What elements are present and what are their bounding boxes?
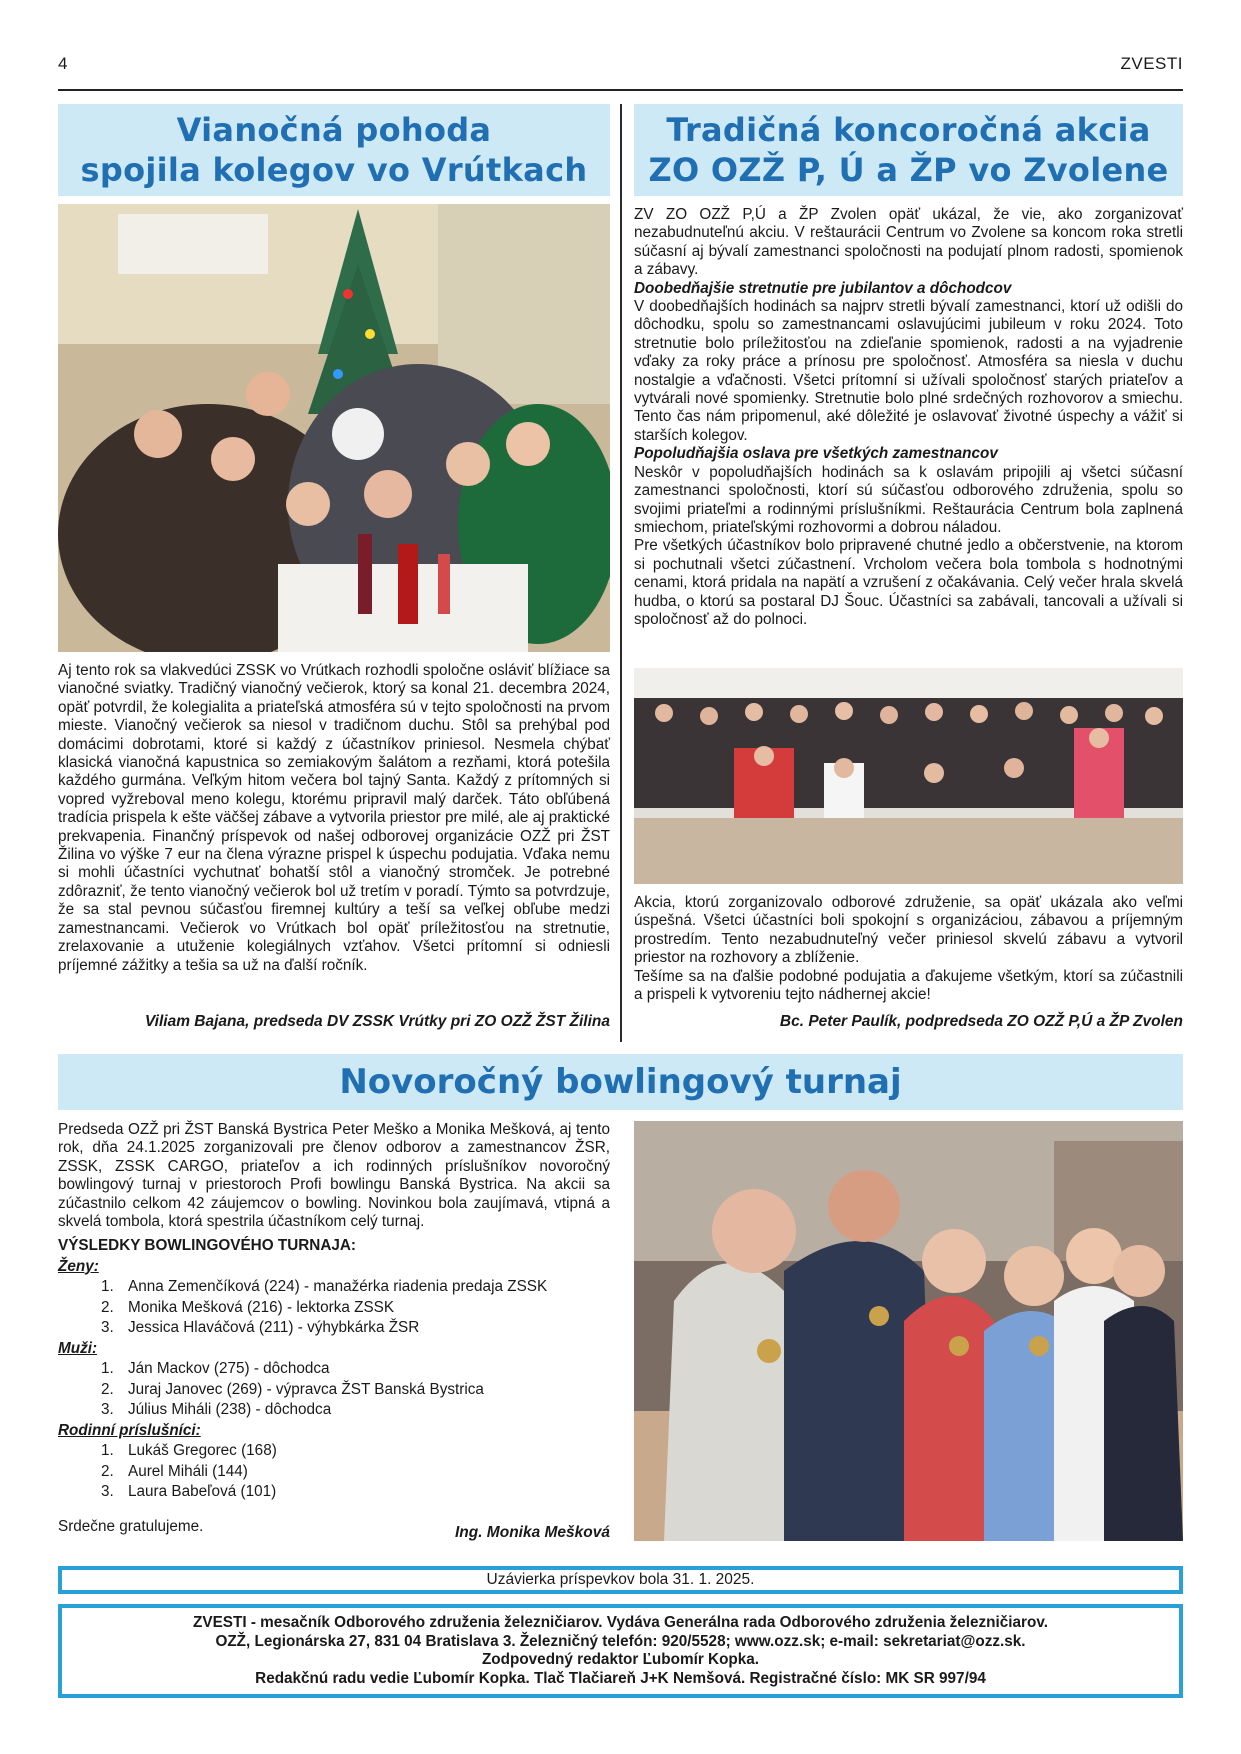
category-men-label: Muži:: [58, 1339, 98, 1357]
bowling-results: [58, 1236, 610, 1503]
list-item: 2. Juraj Janovec (269) - výpravca ŽST Banská Bystrica: [118, 1380, 610, 1401]
article3-headline: [58, 1054, 1183, 1110]
article3-signature: Ing. Monika Mešková: [454, 1524, 610, 1541]
imprint-line-4: Redakčnú radu vedie Ľubomír Kopka. Tlač Tlačiareň J+K Nemšová. Registračné číslo: MK SR 997/94: [255, 1669, 986, 1687]
article1-signature: Viliam Bajana, predseda DV ZSSK Vrútky pri ZO OZŽ ŽST Žilina: [144, 1013, 610, 1030]
category-family-label: Rodinní príslušníci:: [58, 1421, 201, 1439]
article1-title-line2: spojila kolegov vo Vrútkach: [80, 151, 588, 189]
header-divider: [58, 89, 1183, 91]
article2-headline: [634, 104, 1183, 196]
article3-title: Novoročný bowlingový turnaj: [339, 1062, 902, 1102]
column-divider: [620, 104, 622, 1042]
article2-paragraph-3: Pre všetkých účastníkov bolo pripravené chutné jedlo a občerstvenie, na ktorom si pochutnali všetci zúčastnení. Vrcholom večera bola tombola s hodnotnými cenami, ktorá pridala na napätí a vzrušení z očakávania. Celý večer hrala skvelá hudba, o ktorú sa postaral DJ Šouc. Účastníci sa zabávali, tancovali a užívali si spoločnosť až do polnoci.: [634, 537, 1183, 628]
list-item: 3. Jessica Hlaváčová (211) - výhybkárka ŽSR: [118, 1318, 610, 1339]
article1-body: Aj tento rok sa vlakvedúci ZSSK vo Vrútkach rozhodli spoločne osláviť blížiace sa vianočné sviatky. Tradičný vianočný večierok, ktorý sa konal 21. decembra 2024, opäť potvrdil, že kolegialita a priateľská atmosféra sú v tejto spoločnosti na prvom mieste. Vianočný večierok sa niesol v tradičnom duchu. Stôl sa prehýbal pod domácimi dobrotami, ktoré si každý z účastníkov priniesol. Nesmela chýbať klasická vianočná kapustnica so zemiakovým šalátom a rezňami, ktorá potešila každého gurmána. Veľkým hitom večera bol tajný Santa. Každý z prítomných si vopred vyžreboval meno kolegu, ktorému pripravil malý darček. Táto obľúbená tradícia prispela k ešte väčšej zábave a vytvorila priestor pre milé, ale aj praktické prekvapenia. Finančný príspevok od našej odborovej organizácie OZŽ pri ŽST Žilina vo výške 7 eur na člena výrazne prispel k úspechu podujatia. Vďaka nemu si mohli účastníci vychutnať bohatší stôl a vianočný stromček. Je potrebné zdôrazniť, že tento vianočný večierok bol už tretím v poradí. Týmto sa potvrdzuje, že sa stal pevnou súčasťou firemnej kultúry a teší sa veľkej obľube medzi zamestnancami. Večierok vo Vrútkach bol opäť príležitosťou na stretnutie, zrelaxovanie a utuženie kolegiálnych vzťahov. Všetci prítomní si odniesli príjemné zážitky a tešia sa už na ďalší ročník.: [58, 662, 610, 974]
article2-paragraph-4: Akcia, ktorú zorganizovalo odborové združenie, sa opäť ukázala ako veľmi úspešná. Všetci účastníci boli spokojní s organizáciou, zábavou a príjemným prostredím. Tento nezabudnuteľný večer priniesol skvelú zábavu a vytvoril priestor na rozhovory a zblíženie.: [634, 894, 1183, 967]
article3-body: Predseda OZŽ pri ŽST Banská Bystrica Peter Meško a Monika Mešková, aj tento rok, dňa 24.1.2025 zorganizovali pre členov odborov a zamestnancov ŽSR, ZSSK, ZSSK CARGO, priateľov a ich rodinných príslušníkov novoročný bowlingový turnaj v priestoroch Profi bowlingu Banská Bystrica. Na akcii sa zúčastnilo celkom 42 záujemcov o bowling. Novinkou bola zaujímavá, vtipná a skvelá tombola, ktorá spestrila účastníkom celý turnaj.: [58, 1121, 610, 1231]
imprint-line-2: OZŽ, Legionárska 27, 831 04 Bratislava 3. Železničný telefón: 920/5528; www.ozz.sk; e-mail: sekretariat@ozz.sk.: [215, 1632, 1026, 1650]
article2-paragraph-5: Tešíme sa na ďalšie podobné podujatia a ďakujeme všetkým, ktorí sa zúčastnili a prispeli k vytvoreniu tejto nádhernej akcie!: [634, 967, 1183, 1004]
article2-text: [634, 206, 1183, 629]
list-item: 3. Laura Babeľová (101): [118, 1482, 610, 1503]
article1-headline: [58, 104, 610, 196]
bowling-winners-photo: [634, 1121, 1183, 1541]
category-family-list: [58, 1441, 610, 1503]
list-item: 1. Anna Zemenčíková (224) - manažérka riadenia predaja ZSSK: [118, 1277, 610, 1298]
imprint-line-3: Zodpovedný redaktor Ľubomír Kopka.: [481, 1651, 760, 1668]
page-number: 4: [58, 54, 68, 73]
list-item: 2. Monika Mešková (216) - lektorka ZSSK: [118, 1298, 610, 1319]
imprint-line-1: ZVESTI - mesačník Odborového združenia železničiarov. Vydáva Generálna rada Odborového združenia železničiarov.: [193, 1614, 1048, 1631]
article2-intro: ZV ZO OZŽ P,Ú a ŽP Zvolen opäť ukázal, že vie, ako zorganizovať nezabudnuteľnú akciu. V reštaurácii Centrum vo Zvolene sa koncom roka stretli súčasní aj bývalí zamestnanci spoločnosti na podujatí plnom radosti, spomienok a zábavy.: [634, 206, 1183, 279]
paper-name: ZVESTI: [1120, 54, 1183, 73]
category-women-label: Ženy:: [58, 1257, 99, 1275]
article2-subheading-2: Popoludňajšia oslava pre všetkých zamestnancov: [634, 445, 998, 463]
imprint-box: [58, 1604, 1183, 1698]
christmas-party-photo: [58, 204, 610, 652]
article2-title-line2: ZO OZŽ P, Ú a ŽP vo Zvolene: [648, 151, 1169, 189]
article2-signature: Bc. Peter Paulík, podpredseda ZO OZŽ P,Ú a ŽP Zvolen: [779, 1013, 1183, 1030]
list-item: 1. Ján Mackov (275) - dôchodca: [118, 1359, 610, 1380]
category-women-list: [58, 1277, 610, 1339]
article2-subheading-1: Doobedňajšie stretnutie pre jubilantov a dôchodcov: [634, 279, 1012, 297]
article3-closing: Srdečne gratulujeme.: [58, 1518, 204, 1535]
list-item: 2. Aurel Miháli (144): [118, 1462, 610, 1483]
list-item: 1. Lukáš Gregorec (168): [118, 1441, 610, 1462]
article2-paragraph-1: V doobedňajších hodinách sa najprv stretli bývalí zamestnanci, ktorí už odišli do dôchodku, spolu so zamestnancami oslavujúcimi jubileum v roku 2024. Toto stretnutie bolo príležitosťou na zdieľanie spomienok, radosti a na vyjadrenie vďaky za roky práce a prínosu pre spoločnosť. Atmosféra sa niesla v duchu nostalgie a vďačnosti. Všetci prítomní si užívali spoločnosť starých priateľov a vytvárali nové spomienky. Stretnutie bolo plné srdečných rozhovorov a smiechu. Tento čas nám pripomenul, aké dôležité je oslavovať životné úspechy a vážiť si starších kolegov.: [634, 298, 1183, 444]
article2-title-line1: Tradičná koncoročná akcia: [666, 111, 1151, 149]
group-photo-zvolen: [634, 668, 1183, 884]
article2-closing: [634, 894, 1183, 1004]
article2-paragraph-2: Neskôr v popoludňajších hodinách sa k oslavám pripojili aj všetci súčasní zamestnanci spoločnosti, ktorí sú súčasťou odborového združenia, spolu so svojimi priateľmi a rodinnými príslušníkmi. Reštaurácia Centrum bola zaplnená smiechom, priateľskými rozhovormi a dobrou náladou.: [634, 463, 1183, 536]
category-men-list: [58, 1359, 610, 1421]
article1-title-line1: Vianočná pohoda: [176, 111, 492, 149]
results-heading: VÝSLEDKY BOWLINGOVÉHO TURNAJA:: [58, 1237, 357, 1254]
deadline-box: Uzávierka príspevkov bola 31. 1. 2025.: [58, 1566, 1183, 1594]
list-item: 3. Július Miháli (238) - dôchodca: [118, 1400, 610, 1421]
